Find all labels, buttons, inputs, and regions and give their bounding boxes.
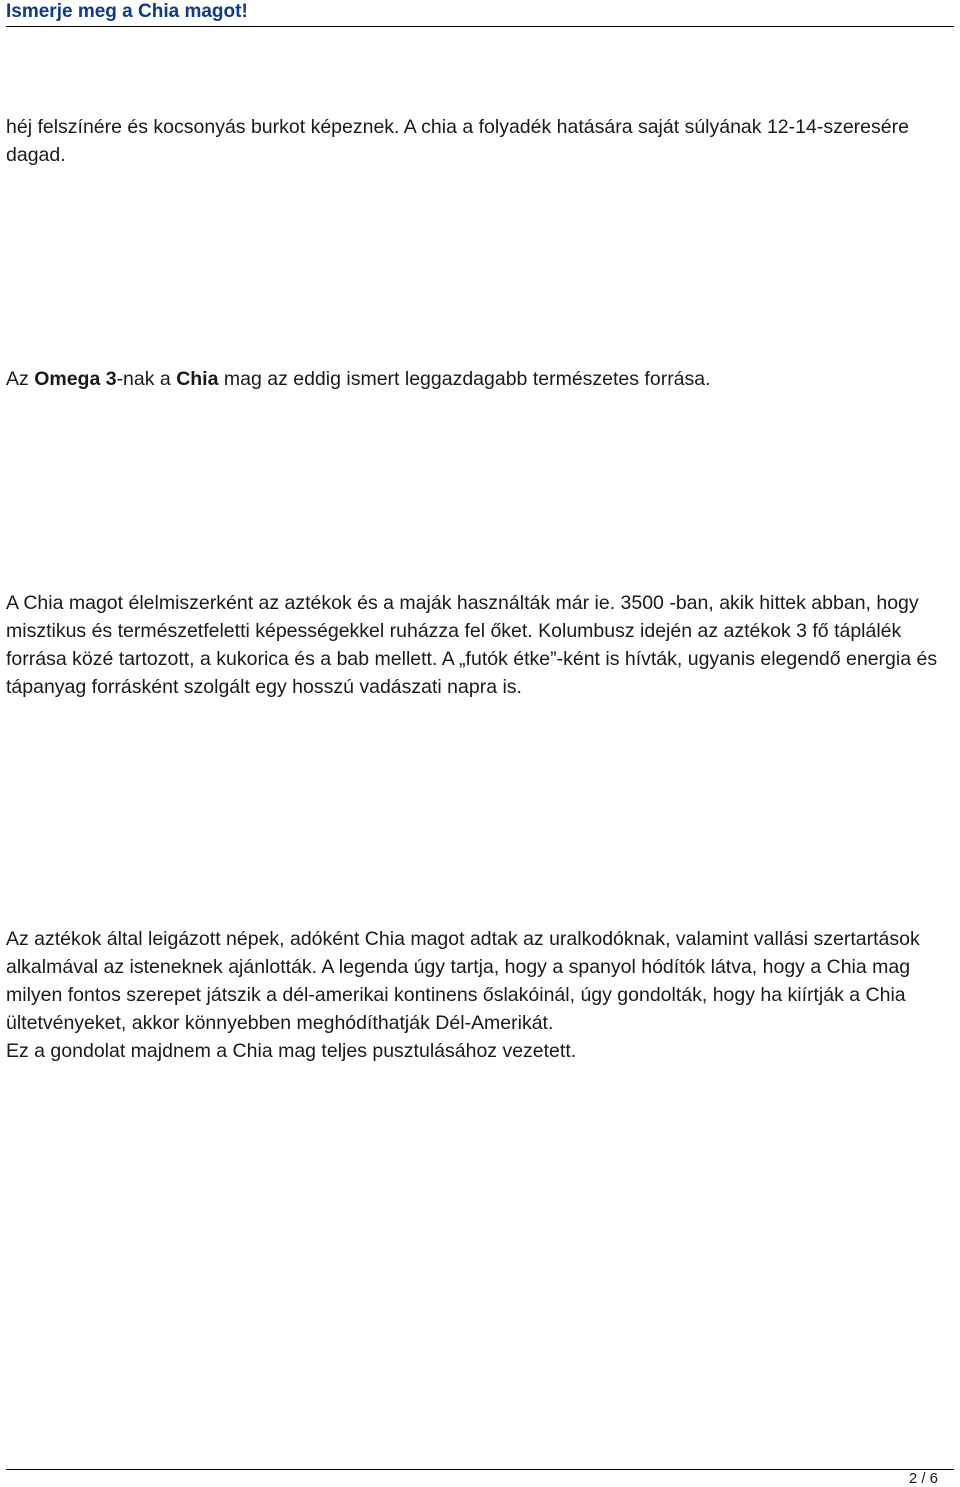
paragraph-aztec-history: A Chia magot élelmiszerként az aztékok és a maják használták már ie. 3500 -ban, akik hittek abban, hogy misztikus és természetfeletti képességekkel ruházza fel őket. Kolumbusz idején az aztékok 3 fő táplálék forrása közé tartozott, a kukorica és a bab mellett. A „futók étke”-ként is hívták, ugyanis elegendő energia és tápanyag forrásként szolgált egy hosszú vadászati napra is. [6, 592, 938, 698]
paragraph-omega3 [6, 365, 954, 393]
paragraph-spanish-conquest-end: Ez a gondolat majdnem a Chia mag teljes pusztulásához vezetett. [6, 1040, 577, 1062]
page-number: 2 / 6 [908, 1470, 938, 1487]
omega3-text-1: Az [6, 368, 35, 390]
omega3-text-2: -nak a [116, 368, 177, 390]
omega3-bold-2: Chia [176, 368, 219, 390]
paragraph-chia-swelling: héj felszínére és kocsonyás burkot képeznek. A chia a folyadék hatására saját súlyának 12-14-szeresére dagad. [6, 116, 909, 166]
footer-divider [6, 1469, 954, 1470]
omega3-text-3: mag az eddig ismert leggazdagabb természetes forrása. [218, 368, 711, 390]
omega3-bold-1: Omega 3 [34, 368, 117, 390]
paragraph-spanish-conquest-main: Az aztékok által leigázott népek, adóként Chia magot adtak az uralkodóknak, valamint vallási szertartások alkalmával az isteneknek ajánlották. A legenda úgy tartja, hogy a spanyol hódítók látva, hogy a Chia mag milyen fontos szerepet játszik a dél-amerikai kontinens őslakóinál, úgy gondolták, hogy ha kiírtják a Chia ültetvényeket, akkor könnyebben meghódíthatják Dél-Amerikát. [6, 928, 920, 1034]
paragraph-spanish-conquest [6, 925, 954, 1065]
page-header [6, 0, 954, 27]
document-title: Ismerje meg a Chia magot! [6, 1, 248, 22]
